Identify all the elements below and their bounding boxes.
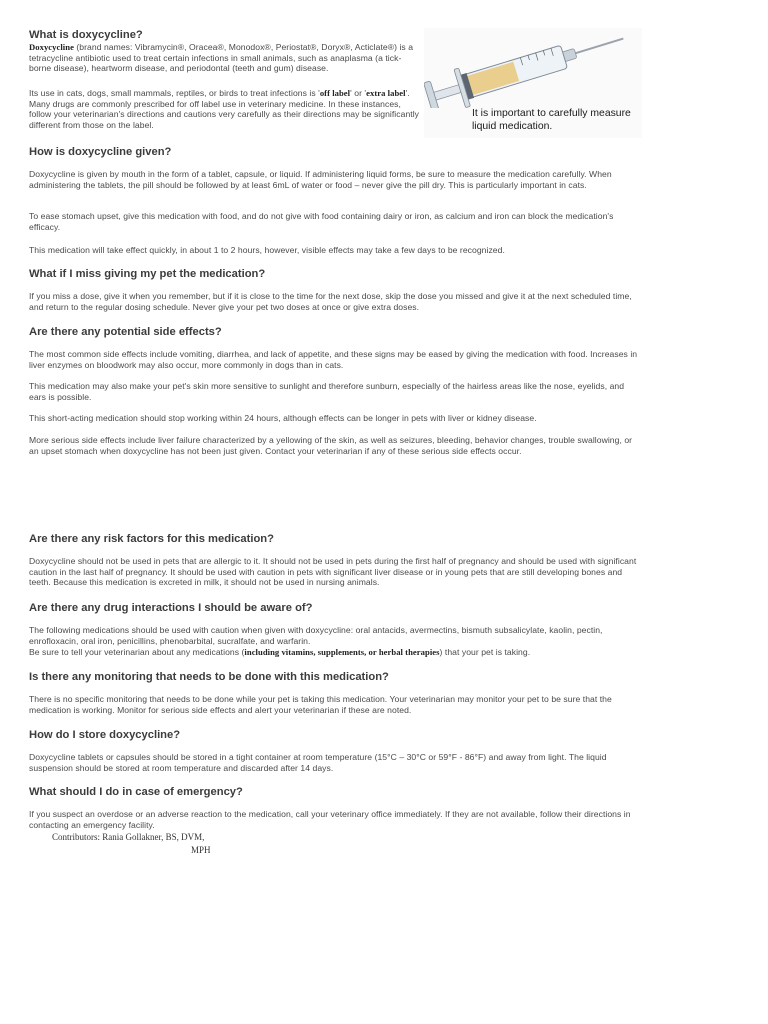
heading-what-is: What is doxycycline? [29, 29, 143, 41]
syringe-illustration-icon [424, 28, 642, 108]
given-paragraph-1: Doxycycline is given by mouth in the form of a tablet, capsule, or liquid. If administering liquid forms, be sure to measure the medication carefully. When administering the tablets, the pill should be followed by at least 6mL of water or food – never give the pill dry. This is particularly important in cats. [29, 169, 612, 190]
heading-risk-factors: Are there any risk factors for this medication? [29, 533, 274, 545]
heading-monitoring: Is there any monitoring that needs to be done with this medication? [29, 671, 389, 683]
side-effects-paragraph-3: This short-acting medication should stop working within 24 hours, although effects can be longer in pets with liver or kidney disease. [29, 413, 537, 423]
intro-paragraph-1: Doxycycline (brand names: Vibramycin®, Oracea®, Monodox®, Periostat®, Doryx®, Acticlate®) is a tetracycline antibiotic used to treat certain infections in small animals, such as anaplasma (a tick-borne disease), heartworm disease, and periodontal (teeth and gum) disease. [29, 42, 414, 74]
missed-paragraph-1: If you miss a dose, give it when you remember, but if it is close to the time for the next dose, skip the dose you missed and give it at the next scheduled time, and return to the regular dosing schedule. Never give your pet two doses at once or give extra doses. [29, 291, 632, 312]
interactions-paragraph-2: Be sure to tell your veterinarian about any medications (including vitamins, supplements, or herbal therapies) that your pet is taking. [29, 647, 531, 657]
heading-how-given: How is doxycycline given? [29, 146, 172, 158]
storage-paragraph-1: Doxycycline tablets or capsules should be stored in a tight container at room temperature (15°C – 30°C or 59°F - 86°F) and away from light. The liquid suspension should be stored at room temperature and discarded after 14 days. [29, 752, 607, 773]
contributors-line-1: Contributors: Rania Gollakner, BS, DVM, [52, 832, 205, 842]
syringe-figure [424, 28, 642, 138]
drug-name: Doxycycline [29, 42, 74, 52]
interactions-paragraph-1: The following medications should be used with caution when given with doxycycline: oral antacids, avermectins, bismuth subsalicylate, kaolin, pectin, enrofloxacin, oral iron, penicillins, phenobarbital, sucralfate, and warfarin. [29, 625, 603, 646]
heading-storage: How do I store doxycycline? [29, 729, 181, 741]
contributors-line-2: MPH [191, 845, 211, 855]
needle-shape [573, 38, 623, 55]
heading-missed-dose: What if I miss giving my pet the medication? [29, 268, 266, 280]
side-effects-paragraph-1: The most common side effects include vomiting, diarrhea, and lack of appetite, and these signs may be eased by giving the medication with food. Increases in liver enzymes on bloodwork may also occur, more commonly in dogs than in cats. [29, 349, 638, 370]
risk-paragraph-1: Doxycycline should not be used in pets that are allergic to it. It should not be used in pets during the first half of pregnancy and should be used with significant caution in the last half of pregnancy. It should be used with caution in pets with significant liver disease or in young pets that are still developing bones and teeth. Because this medication is excreted in milk, it should not be used in nursing animals. [29, 556, 637, 588]
intro-paragraph-2: Its use in cats, dogs, small mammals, reptiles, or birds to treat infections is 'off label' or 'extra label'. Many drugs are commonly prescribed for off label use in veterinary medicine. In these instances, follow your veterinarian's directions and cautions very carefully as their directions may be significantly different from those on the label. [29, 88, 420, 130]
side-effects-paragraph-4: More serious side effects include liver failure characterized by a yellowing of the skin, as well as seizures, bleeding, behavior changes, trouble swallowing, or an upset stomach when doxycycline has not been just given. Contact your veterinarian if any of these serious side effects occur. [29, 435, 633, 456]
given-paragraph-3: This medication will take effect quickly, in about 1 to 2 hours, however, visible effects may take a few days to be recognized. [29, 245, 505, 255]
heading-emergency: What should I do in case of emergency? [29, 786, 243, 798]
given-paragraph-2: To ease stomach upset, give this medication with food, and do not give with food containing dairy or iron, as calcium and iron can block the medication's efficacy. [29, 211, 614, 232]
heading-drug-interactions: Are there any drug interactions I should be aware of? [29, 602, 313, 614]
emergency-paragraph-1: If you suspect an overdose or an adverse reaction to the medication, call your veterinary office immediately. If they are not available, follow their directions in contacting an emergency facility. [29, 809, 631, 830]
monitoring-paragraph-1: There is no specific monitoring that needs to be done while your pet is taking this medication. Your veterinarian may monitor your pet to be sure that the medication is working. Monitor for serious side effects and alert your veterinarian if these are noted. [29, 694, 612, 715]
figure-caption: It is important to carefully measure liquid medication. [472, 108, 631, 132]
side-effects-paragraph-2: This medication may also make your pet's skin more sensitive to sunlight and therefore sunburn, especially of the hairless areas like the nose, eyelids, and ears is possible. [29, 381, 625, 402]
heading-side-effects: Are there any potential side effects? [29, 326, 222, 338]
